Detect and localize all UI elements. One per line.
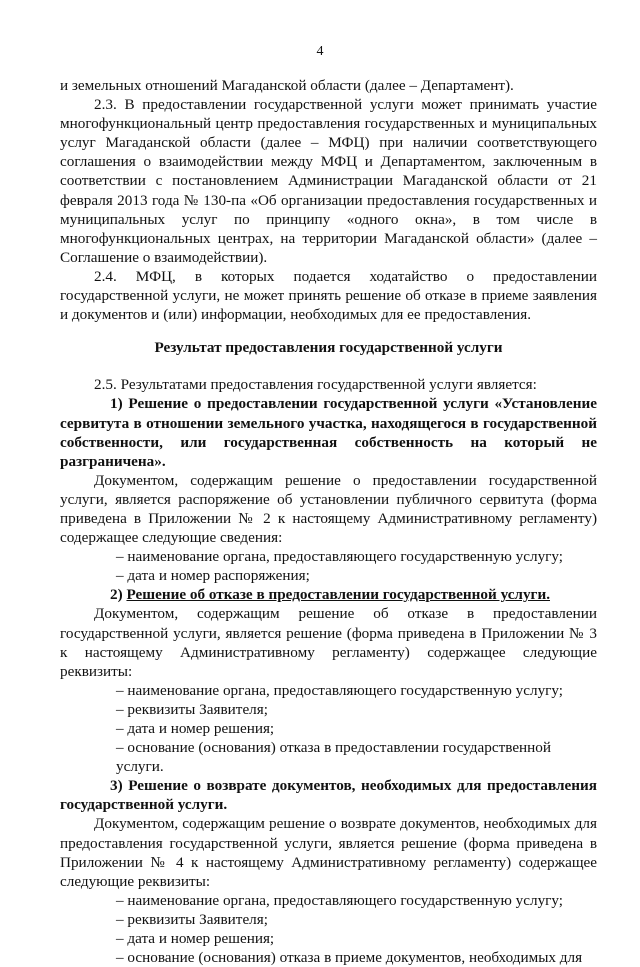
result-1-title xyxy=(60,394,597,470)
result-1-list-item: – наименование органа, предоставляющего государственную услугу; xyxy=(116,548,564,566)
paragraph-2-5: 2.5. Результатами предоставления государственной услуги является: xyxy=(94,376,537,394)
result-3-text: Решение о возврате документов, необходимых для предоставления государственной услуги. xyxy=(60,777,598,814)
result-2-document: Документом, содержащим решение об отказе в предоставлении государственной услуги, является решение (форма приведена в Приложении № 3 к настоящему Административному регламенту) содержащее следующие реквизиты: xyxy=(60,605,597,680)
result-2-list-item: – основание (основания) отказа в предоставлении государственной услуги. xyxy=(116,739,552,776)
result-3-number: 3) xyxy=(110,777,123,795)
result-1-list-item: – дата и номер распоряжения; xyxy=(116,567,310,585)
result-1-text: Решение о предоставлении государственной услуги «Установление сервитута в отношении земельного участка, находящегося в государственной собственности, или государственная собственность на который не разграничена». xyxy=(60,395,597,470)
paragraph-2-4: 2.4. МФЦ, в которых подается ходатайство о предоставлении государственной услуги, не может принять решение об отказе в приеме заявления и документов и (или) информации, необходимых для ее предоставления. xyxy=(60,267,597,324)
result-3-list-item: – основание (основания) отказа в приеме документов, необходимых для xyxy=(116,949,583,967)
result-3-document: Документом, содержащим решение о возврате документов, необходимых для предоставления государственной услуги, является решение (форма приведена в Приложении № 4 к настоящему Административному регламенту) содержащее следующие реквизиты: xyxy=(60,815,597,890)
paragraph-2-3: 2.3. В предоставлении государственной услуги может принимать участие многофункциональный центр предоставления государственных и муниципальных услуг Магаданской области (далее – МФЦ) при наличии соответствующего соглашения о взаимодействии между МФЦ и Департаментом, заключенным в соответствии с постановлением Администрации Магаданской области от 21 февраля 2013 года № 130-па «Об организации предоставления государственных и муниципальных услуг по принципу «одного окна», в том числе в многофункциональных центрах, на территории Магаданской области» (далее – Соглашение о взаимодействии). xyxy=(60,96,597,266)
result-3-list-item: – реквизиты Заявителя; xyxy=(116,910,268,928)
page-number: 4 xyxy=(316,44,324,59)
result-1-number: 1) xyxy=(110,395,123,413)
document-body xyxy=(60,76,597,967)
result-2-list-item: – реквизиты Заявителя; xyxy=(116,700,268,718)
result-3-list-item: – дата и номер решения; xyxy=(116,930,275,948)
result-2-list-item: – дата и номер решения; xyxy=(116,720,275,737)
result-2-text: Решение об отказе в предоставлении государственной услуги. xyxy=(126,586,550,604)
result-2-number: 2) xyxy=(110,586,123,604)
result-3-list-item: – наименование органа, предоставляющего государственную услугу; xyxy=(116,891,564,909)
section-heading: Результат предоставления государственной услуги xyxy=(154,339,503,357)
result-2-title xyxy=(60,585,597,604)
result-1-document: Документом, содержащим решение о предоставлении государственной услуги, является распоряжение об установлении публичного сервитута (форма приведена в Приложении № 2 к настоящему Административному регламенту) содержащее следующие сведения: xyxy=(60,471,597,547)
paragraph-continuation: и земельных отношений Магаданской области (далее – Департамент). xyxy=(60,77,514,94)
result-2-list-item: – наименование органа, предоставляющего государственную услугу; xyxy=(116,681,564,699)
result-3-title xyxy=(60,776,597,814)
